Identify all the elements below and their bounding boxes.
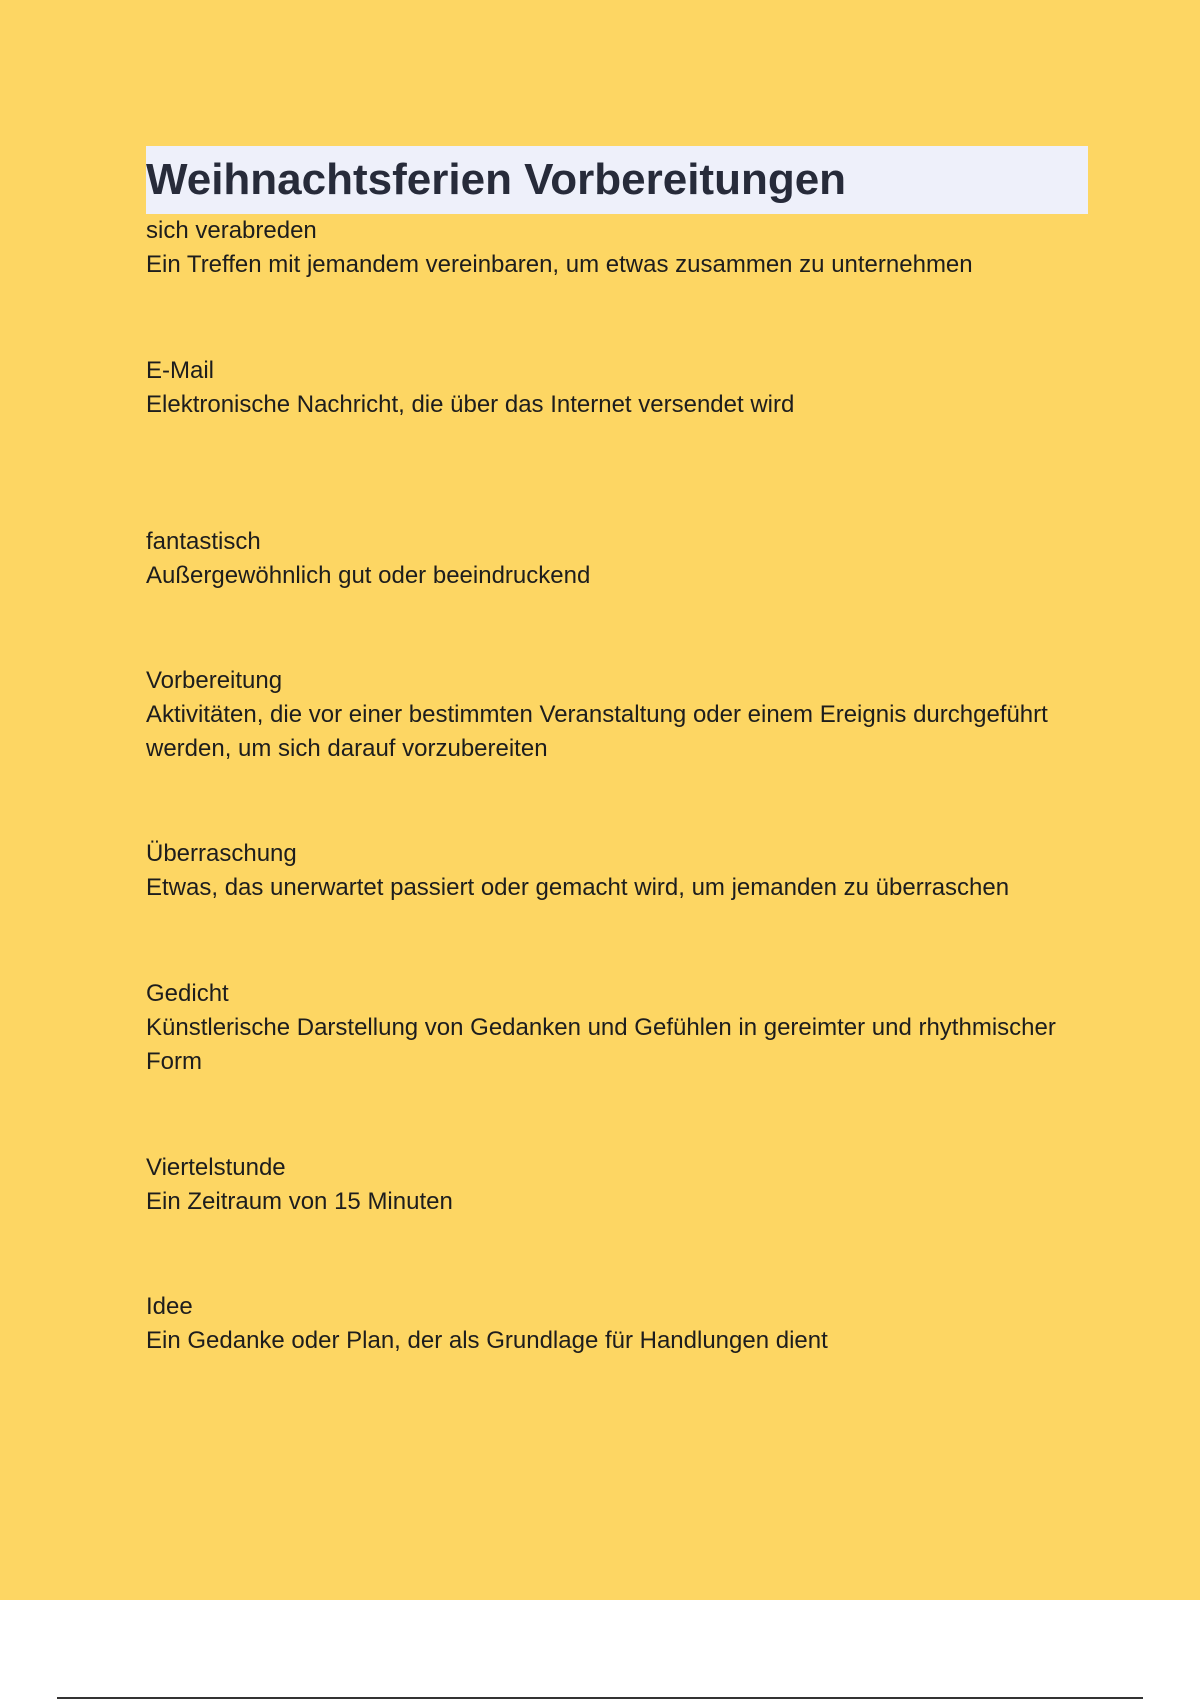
vocab-entry — [146, 1151, 1088, 1219]
vocab-term: Viertelstunde — [146, 1154, 286, 1181]
document-content — [146, 146, 1088, 1358]
vocab-entry — [146, 837, 1088, 905]
vocab-definition: Elektronische Nachricht, die über das Internet versendet wird — [146, 391, 795, 418]
vocab-entry — [146, 214, 1088, 282]
vocab-term: Vorbereitung — [146, 667, 283, 694]
vocab-definition: Etwas, das unerwartet passiert oder gemacht wird, um jemanden zu überraschen — [146, 874, 1010, 901]
vocab-term: E-Mail — [146, 357, 215, 384]
page-divider — [57, 1697, 1143, 1699]
vocab-entry — [146, 1290, 1088, 1358]
vocab-entry — [146, 664, 1088, 766]
page-title: Weihnachtsferien Vorbereitungen — [146, 155, 847, 204]
vocab-definition: Ein Treffen mit jemandem vereinbaren, um etwas zusammen zu unternehmen — [146, 251, 973, 278]
vocab-entry — [146, 977, 1088, 1079]
vocab-entry — [146, 354, 1088, 422]
vocab-term: sich verabreden — [146, 217, 317, 244]
vocab-definition: Ein Gedanke oder Plan, der als Grundlage für Handlungen dient — [146, 1327, 828, 1354]
vocab-term: Überraschung — [146, 840, 297, 867]
vocab-term: Gedicht — [146, 980, 229, 1007]
vocab-entry — [146, 525, 1088, 593]
vocab-definition: Außergewöhnlich gut oder beeindruckend — [146, 562, 591, 589]
vocab-definition: Ein Zeitraum von 15 Minuten — [146, 1188, 453, 1215]
vocab-definition: Aktivitäten, die vor einer bestimmten Veranstaltung oder einem Ereignis durchgeführt werden, um sich darauf vorzubereiten — [146, 701, 1048, 762]
title-highlight — [146, 146, 1088, 214]
vocab-term: Idee — [146, 1293, 193, 1320]
vocab-term: fantastisch — [146, 528, 261, 555]
vocab-definition: Künstlerische Darstellung von Gedanken und Gefühlen in gereimter und rhythmischer Form — [146, 1014, 1056, 1075]
